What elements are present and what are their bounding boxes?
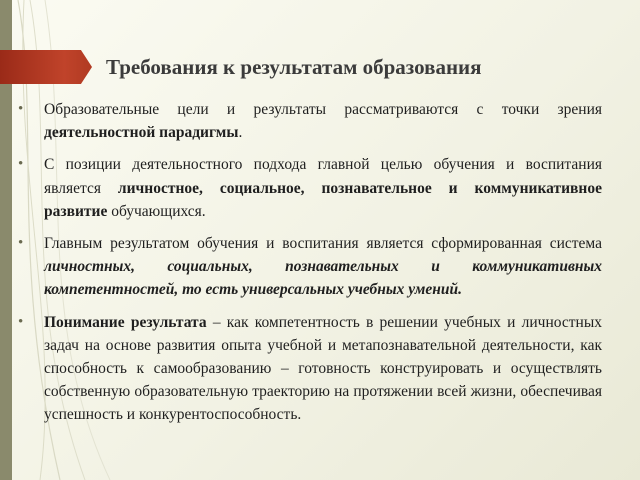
bullet-item-1: [16, 98, 602, 144]
bullet-icon: •: [18, 235, 24, 252]
bullet-icon: •: [18, 101, 24, 117]
item-text: Главным результатом обучения и воспитания является сформированная система: [44, 235, 602, 253]
bullet-icon: •: [18, 156, 24, 173]
item-text: Образовательные цели и результаты рассматриваются с точки зрения: [44, 101, 602, 118]
title-accent-tab: [0, 50, 92, 84]
item-text: – как компетентность в решении учебных и личностных задач на основе развития опыта учебной и метапознавательной деятельности, как способность к самообразованию – готовность конструировать и осуществлять собственную образовательную траекторию на протяжении всей жизни, обеспечивая успешность и конкурентоспособность.: [44, 313, 602, 424]
bullet-icon: •: [18, 313, 24, 330]
bullet-item-3: [16, 232, 602, 302]
item-text: обучающихся.: [107, 202, 206, 220]
item-text: .: [238, 124, 243, 142]
item-bold-text: личностное, социальное, познавательное и коммуникативное развитие: [44, 179, 602, 220]
bullet-item-2: [16, 153, 602, 223]
item-bold-text: деятельностной парадигмы: [44, 124, 239, 142]
item-bold-text: личностных, социальных, познавательных и коммуникативных компетентностей, то есть универсальных учебных умений.: [44, 258, 602, 299]
item-text: С позиции деятельностного подхода главной целью обучения и воспитания является: [44, 156, 602, 197]
slide-title: Требования к результатам образования: [106, 55, 482, 79]
item-bold-text: Понимание результата: [44, 313, 207, 331]
bullet-item-4: [16, 311, 602, 427]
slide-content: [16, 98, 602, 436]
